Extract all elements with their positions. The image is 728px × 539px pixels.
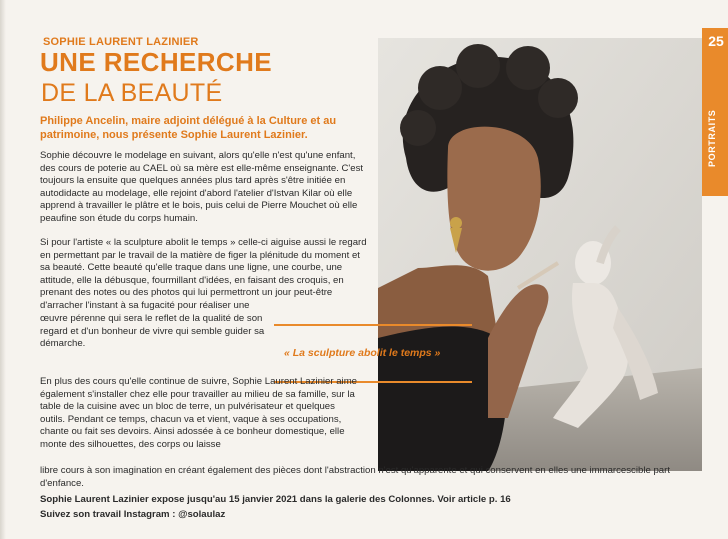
artist-photo — [378, 38, 702, 471]
pull-quote-top-rule — [274, 324, 472, 326]
author-name: SOPHIE LAURENT LAZINIER — [43, 36, 199, 48]
instagram-note: Suivez son travail Instagram : @solaulaz — [40, 509, 226, 520]
lead-paragraph: Philippe Ancelin, maire adjoint délégué à la Culture et au patrimoine, nous présente Sophie Laurent Lazinier. — [40, 115, 337, 141]
artist-sculpting-photo-image — [378, 38, 702, 471]
body-paragraph-1: Sophie découvre le modelage en suivant, alors qu'elle n'est qu'une enfant, des cours de poterie au CAEL où sa mère est elle-même enseignante. C'est toujours la ensuite que quelques années plus tard après s'être initiée en autodidacte au modelage, elle rejoint d'abord l'atelier d'Istvan Kilar où elle apprend à travailler le plâtre et le bois, puis celui de Pierre Mouchet où elle peaufine son étude du corps humain. — [40, 150, 364, 224]
body-paragraph-3-continued: libre cours à son imagination en créant également des pièces dont l'abstraction n'est qu'apparente et qui conservent en elles une immarcescible part d'enfance. — [40, 465, 670, 489]
section-label: PORTRAITS — [707, 109, 717, 167]
body-paragraph-2-continued: œuvre pérenne qui sera le reflet de la qualité de son regard et d'un bonheur de vivre qui semble guider sa démarche. — [40, 313, 265, 350]
pull-quote: « La sculpture abolit le temps » — [284, 347, 441, 359]
headline-line-1: UNE RECHERCHE — [40, 47, 273, 77]
exhibition-note: Sophie Laurent Lazinier expose jusqu'au 15 janvier 2021 dans la galerie des Colonnes. Voir article p. 16 — [40, 494, 511, 505]
body-paragraph-2: Si pour l'artiste « la sculpture abolit le temps » celle-ci aiguise aussi le regard en permettant par le travail de la matière de figer la plénitude du moment et sa beauté. Cette beauté qu'elle traque dans une ligne, une courbe, une attitude, elle la débusque, fourmillant d'idées, en faisant des croquis, en prenant des notes ou des photos qui lui permettront un jour peut-être d'arracher l'instant à sa fugacité pour réaliser une — [40, 237, 367, 311]
page-number: 25 — [708, 33, 724, 49]
page-gutter — [0, 0, 6, 539]
body-paragraph-3: En plus des cours qu'elle continue de suivre, Sophie Laurent Lazinier aime également s'installer chez elle pour travailler au milieu de sa famille, sur la table de la cuisine avec un bloc de terre, un pulvérisateur et quelques outils. Pendant ce temps, chacun va et vient, vaque à ses occupations, chante ou fait ses devoirs. Ainsi adossée à ce bonheur domestique, elle monte des silhouettes, des corps ou laisse — [40, 376, 358, 450]
headline-line-2: DE LA BEAUTÉ — [41, 79, 223, 107]
